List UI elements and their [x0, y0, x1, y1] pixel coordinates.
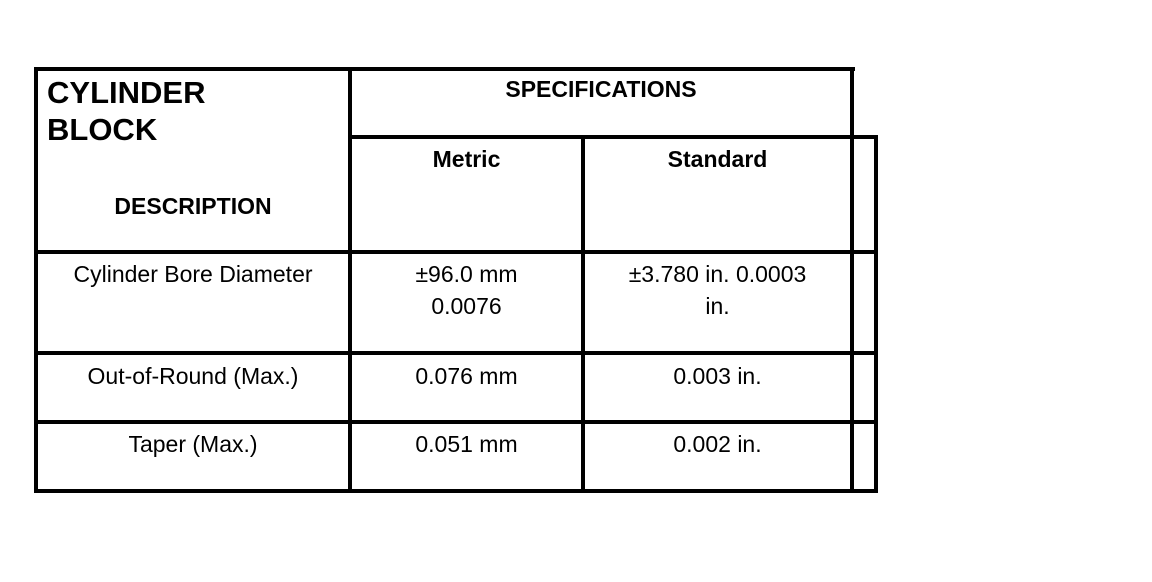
specifications-header: SPECIFICATIONS — [505, 76, 697, 102]
table-border-top — [34, 67, 855, 71]
metric-value-line: 0.0076 — [431, 293, 502, 319]
standard-header: Standard — [667, 146, 768, 172]
row-standard-value — [585, 258, 850, 322]
description-header: DESCRIPTION — [114, 193, 272, 219]
title-line: CYLINDER — [47, 75, 206, 110]
standard-value-line: ±3.780 in. 0.0003 — [628, 261, 807, 287]
standard-value-line: in. — [705, 293, 730, 319]
title-line: BLOCK — [47, 112, 158, 147]
row-metric-value: 0.076 mm — [415, 363, 518, 389]
row-standard-value: 0.003 in. — [673, 363, 762, 389]
header-divider — [349, 135, 878, 139]
metric-value-line: ±96.0 mm — [415, 261, 518, 287]
row-description: Out-of-Round (Max.) — [87, 363, 299, 389]
table-border-bottom — [34, 489, 878, 493]
table-title — [47, 74, 205, 148]
metric-header: Metric — [432, 146, 501, 172]
row-divider — [34, 420, 878, 424]
row-metric-value — [352, 258, 581, 322]
row-divider — [34, 351, 878, 355]
column-divider — [850, 67, 854, 493]
row-metric-value: 0.051 mm — [415, 431, 518, 457]
row-divider — [34, 250, 878, 254]
table-border-right — [874, 135, 878, 493]
row-standard-value: 0.002 in. — [673, 431, 762, 457]
row-description: Cylinder Bore Diameter — [73, 261, 313, 287]
row-description: Taper (Max.) — [128, 431, 258, 457]
